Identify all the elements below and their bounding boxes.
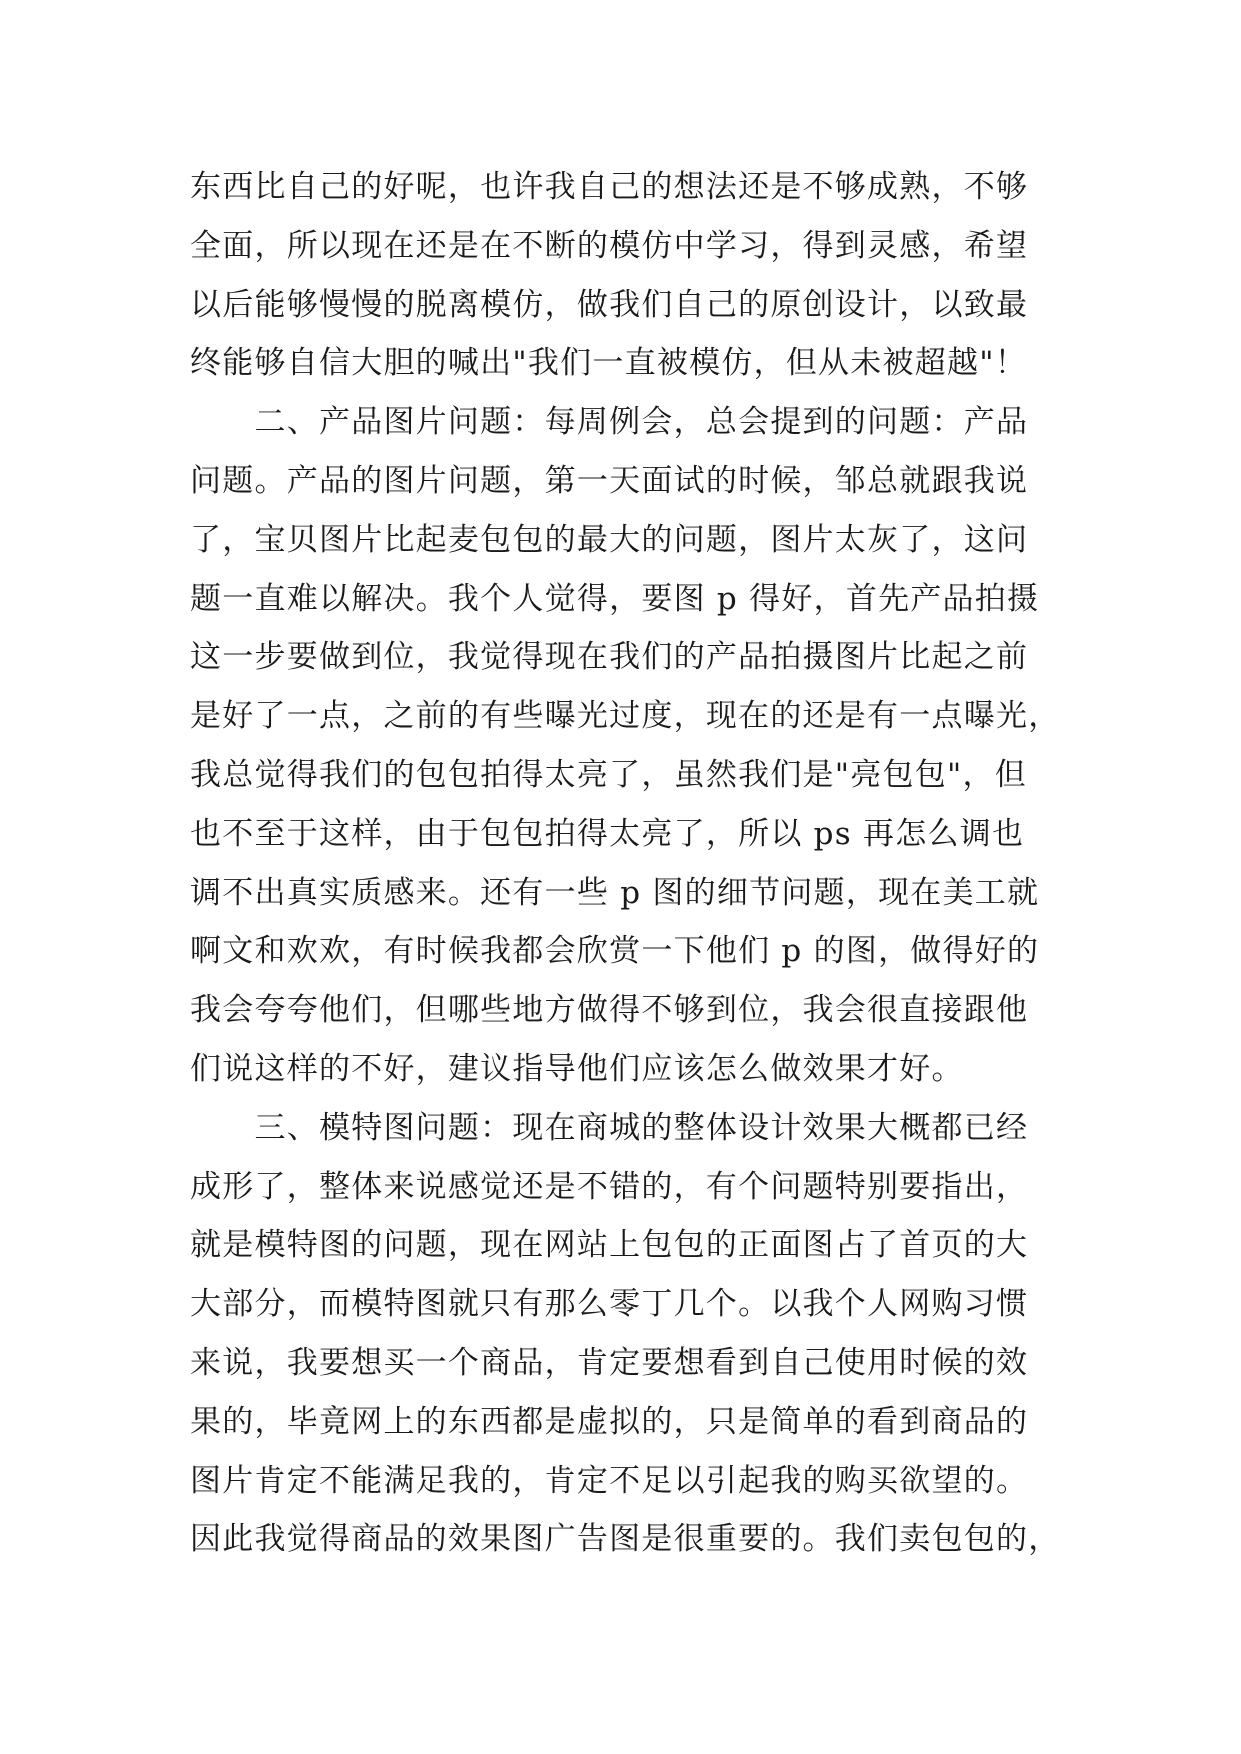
text-line: 全面，所以现在还是在不断的模仿中学习，得到灵感，希望	[190, 227, 1029, 264]
body-text	[190, 158, 1070, 1569]
text-line: 了，宝贝图片比起麦包包的最大的问题，图片太灰了，这问	[190, 521, 1029, 558]
text-line: 图片肯定不能满足我的，肯定不足以引起我的购买欲望的。	[190, 1462, 1029, 1499]
text-line: 就是模特图的问题，现在网站上包包的正面图占了首页的大	[190, 1227, 1029, 1264]
text-line: 以后能够慢慢的脱离模仿，做我们自己的原创设计，以致最	[190, 286, 1029, 323]
text-line: 果的，毕竟网上的东西都是虚拟的，只是简单的看到商品的	[190, 1403, 1029, 1440]
text-line: 终能够自信大胆的喊出"我们一直被模仿，但从未被超越"！	[190, 345, 1027, 382]
text-line: 们说这样的不好，建议指导他们应该怎么做效果才好。	[190, 1050, 964, 1087]
text-line: 是好了一点，之前的有些曝光过度，现在的还是有一点曝光，	[190, 698, 1061, 735]
text-line: 我总觉得我们的包包拍得太亮了，虽然我们是"亮包包"，但	[190, 756, 1027, 793]
text-line: 因此我觉得商品的效果图广告图是很重要的。我们卖包包的，	[190, 1521, 1061, 1558]
text-line: 调不出真实质感来。还有一些 p 图的细节问题，现在美工就	[190, 874, 1040, 911]
text-line: 也不至于这样，由于包包拍得太亮了，所以 ps 再怎么调也	[190, 815, 1025, 852]
text-line: 我会夸夸他们，但哪些地方做得不够到位，我会很直接跟他	[190, 992, 1029, 1029]
section-heading-line: 二、产品图片问题：每周例会，总会提到的问题：产品	[190, 404, 1029, 441]
text-line: 大部分，而模特图就只有那么零丁几个。以我个人网购习惯	[190, 1286, 1029, 1323]
text-line: 题一直难以解决。我个人觉得，要图 p 得好，首先产品拍摄	[190, 580, 1040, 617]
text-line: 啊文和欢欢，有时候我都会欣赏一下他们 p 的图，做得好的	[190, 933, 1040, 970]
text-line: 东西比自己的好呢，也许我自己的想法还是不够成熟，不够	[190, 169, 1029, 205]
section-heading-line: 三、模特图问题：现在商城的整体设计效果大概都已经	[190, 1109, 1029, 1146]
text-line: 这一步要做到位，我觉得现在我们的产品拍摄图片比起之前	[190, 639, 1029, 676]
text-line: 来说，我要想买一个商品，肯定要想看到自己使用时候的效	[190, 1344, 1029, 1381]
text-line: 问题。产品的图片问题，第一天面试的时候，邹总就跟我说	[190, 462, 1029, 499]
text-line: 成形了，整体来说感觉还是不错的，有个问题特别要指出，	[190, 1168, 1029, 1205]
